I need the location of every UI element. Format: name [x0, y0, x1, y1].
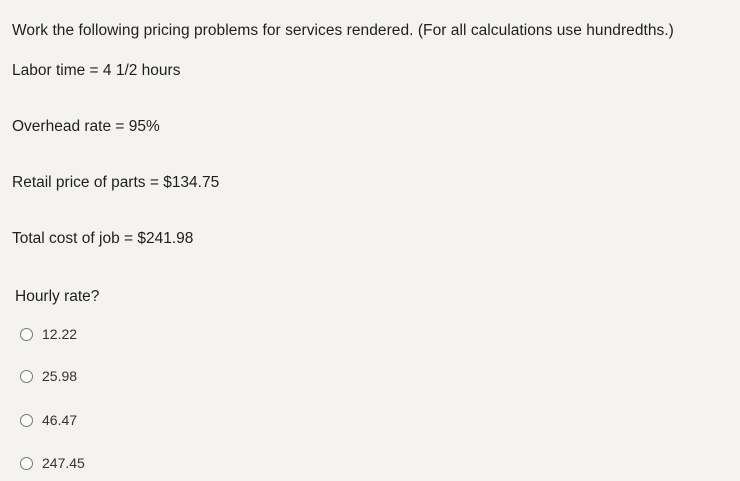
instruction-text: Work the following pricing problems for services rendered. (For all calculations use hundredths.) [12, 22, 674, 39]
radio-button[interactable] [20, 328, 33, 341]
total-cost-text: Total cost of job = $241.98 [12, 230, 194, 247]
radio-button[interactable] [20, 414, 33, 427]
answer-option-label: 46.47 [42, 412, 78, 428]
overhead-rate-text: Overhead rate = 95% [12, 118, 160, 135]
answer-option-1[interactable] [20, 326, 77, 342]
answer-option-4[interactable] [20, 455, 85, 471]
radio-button[interactable] [20, 370, 33, 383]
answer-option-2[interactable] [20, 368, 77, 384]
question-prompt: Hourly rate? [15, 288, 100, 305]
answer-option-label: 25.98 [42, 368, 78, 384]
radio-button[interactable] [20, 457, 33, 470]
answer-option-label: 12.22 [42, 326, 78, 342]
labor-time-text: Labor time = 4 1/2 hours [12, 62, 181, 79]
retail-price-parts-text: Retail price of parts = $134.75 [12, 174, 220, 191]
answer-option-label: 247.45 [42, 455, 85, 471]
answer-option-3[interactable] [20, 412, 77, 428]
